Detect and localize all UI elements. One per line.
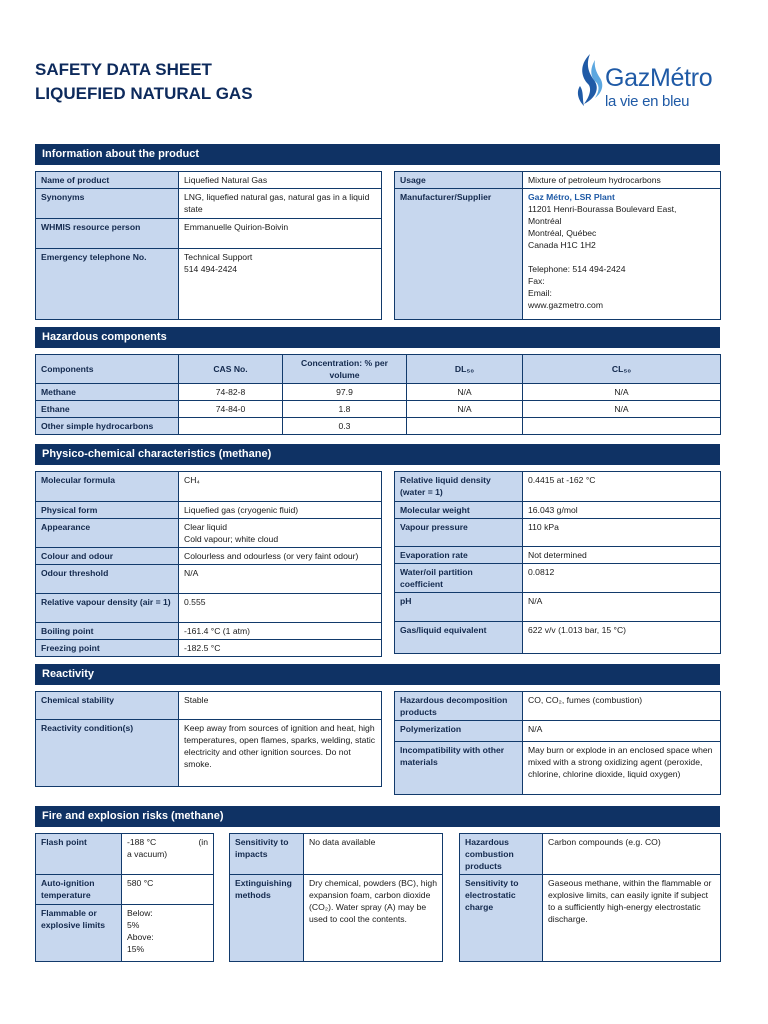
incompatibility-label: Incompatibility with other materials	[395, 742, 523, 795]
ph-value: N/A	[523, 593, 721, 622]
polymerization-value: N/A	[523, 721, 721, 742]
partition-coefficient-value: 0.0812	[523, 564, 721, 593]
whmis-label: WHMIS resource person	[36, 219, 179, 249]
vapour-pressure-value: 110 kPa	[523, 519, 721, 547]
colour-odour-value: Colourless and odourless (or very faint odour)	[179, 548, 382, 565]
physical-form-label: Physical form	[36, 502, 179, 519]
odour-threshold-label: Odour threshold	[36, 565, 179, 594]
vapour-density-value: 0.555	[179, 594, 382, 623]
decomposition-value: CO, CO₂, fumes (combustion)	[523, 692, 721, 721]
freezing-point-value: -182.5 °C	[179, 640, 382, 657]
extinguishing-label: Extinguishing methods	[230, 875, 304, 962]
synonyms-label: Synonyms	[36, 189, 179, 219]
appearance-line-1: Clear liquid	[184, 522, 227, 532]
polymerization-label: Polymerization	[395, 721, 523, 742]
molecular-weight-label: Molecular weight	[395, 502, 523, 519]
autoignition-label: Auto-ignition temperature	[36, 875, 122, 905]
emergency-label: Emergency telephone No.	[36, 249, 179, 320]
boiling-point-label: Boiling point	[36, 623, 179, 640]
electrostatic-value: Gaseous methane, within the flammable or explosive limits, can easily ignite if subject to a sufficiently high-energy electrostatic discharge.	[543, 875, 721, 962]
gas-liquid-value: 622 v/v (1.013 bar, 15 °C)	[523, 622, 721, 654]
stability-value: Stable	[179, 692, 382, 720]
section-hazardous-heading: Hazardous components	[35, 327, 720, 348]
whmis-value: Emmanuelle Quirion-Boivin	[179, 219, 382, 249]
stability-label: Chemical stability	[36, 692, 179, 720]
manufacturer-label: Manufacturer/Supplier	[395, 189, 523, 320]
fire-left-table	[35, 833, 214, 962]
evaporation-rate-label: Evaporation rate	[395, 547, 523, 564]
flash-point-note: (in	[198, 837, 208, 847]
name-value: Liquefied Natural Gas	[179, 172, 382, 189]
fire-right-table	[459, 833, 721, 962]
molecular-formula-label: Molecular formula	[36, 472, 179, 502]
dl50-value: N/A	[407, 384, 523, 401]
usage-value: Mixture of petroleum hydrocarbons	[523, 172, 721, 189]
name-label: Name of product	[36, 172, 179, 189]
decomposition-label: Hazardous decomposition products	[395, 692, 523, 721]
vapour-density-label: Relative vapour density (air = 1)	[36, 594, 179, 623]
flame-icon	[574, 52, 604, 110]
autoignition-value: 580 °C	[122, 875, 214, 905]
combustion-products-value: Carbon compounds (e.g. CO)	[543, 834, 721, 875]
cl50-value	[523, 418, 721, 435]
usage-label: Usage	[395, 172, 523, 189]
reactivity-left-table	[35, 691, 382, 787]
logo-tagline: la vie en bleu	[605, 93, 690, 110]
emergency-line-2: 514 494-2424	[184, 264, 238, 274]
component-name: Methane	[36, 384, 179, 401]
partition-coefficient-label: Water/oil partition coefficient	[395, 564, 523, 593]
fax: Fax:	[528, 276, 545, 286]
flash-point-label: Flash point	[36, 834, 122, 875]
concentration: 0.3	[283, 418, 407, 435]
electrostatic-label: Sensitivity to electrostatic charge	[460, 875, 543, 962]
boiling-point-value: -161.4 °C (1 atm)	[179, 623, 382, 640]
section-reactivity-heading: Reactivity	[35, 664, 720, 685]
sensitivity-impacts-value: No data available	[304, 834, 443, 875]
cl50-value: N/A	[523, 384, 721, 401]
physical-form-value: Liquefied gas (cryogenic fluid)	[179, 502, 382, 519]
reactivity-right-table	[394, 691, 721, 795]
component-name: Other simple hydrocarbons	[36, 418, 179, 435]
appearance-value	[179, 519, 382, 548]
supplier-table	[394, 171, 721, 320]
conditions-label: Reactivity condition(s)	[36, 720, 179, 787]
odour-threshold-value: N/A	[179, 565, 382, 594]
hazardous-components-table	[35, 354, 721, 435]
cl50-value: N/A	[523, 401, 721, 418]
concentration: 1.8	[283, 401, 407, 418]
col-cas: CAS No.	[179, 355, 283, 384]
concentration: 97.9	[283, 384, 407, 401]
below-value: 5%	[127, 920, 140, 930]
gas-liquid-label: Gas/liquid equivalent	[395, 622, 523, 654]
liquid-density-label: Relative liquid density (water = 1)	[395, 472, 523, 502]
extinguishing-value: Dry chemical, powders (BC), high expansion foam, carbon dioxide (CO₂). Water spray (A) may be used to cool the contents.	[304, 875, 443, 962]
component-name: Ethane	[36, 401, 179, 418]
col-dl50: DL₅₀	[407, 355, 523, 384]
cas-number: 74-82-8	[179, 384, 283, 401]
above-label: Above:	[127, 932, 154, 942]
freezing-point-label: Freezing point	[36, 640, 179, 657]
website-link[interactable]: www.gazmetro.com	[528, 300, 603, 310]
col-cl50: CL₅₀	[523, 355, 721, 384]
cas-number	[179, 418, 283, 435]
physico-left-table	[35, 471, 382, 657]
address-line-4: Canada H1C 1H2	[528, 240, 596, 250]
flash-point-note-2: a vacuum)	[127, 849, 168, 859]
col-components: Components	[36, 355, 179, 384]
dl50-value	[407, 418, 523, 435]
flash-point-number: -188 °C	[127, 837, 157, 847]
email: Email:	[528, 288, 552, 298]
table-row	[36, 418, 721, 435]
molecular-formula-value: CH₄	[179, 472, 382, 502]
gazmetro-logo	[572, 50, 732, 112]
product-info-table	[35, 171, 382, 320]
table-row	[36, 401, 721, 418]
flash-point-value	[122, 834, 214, 875]
section-fire-heading: Fire and explosion risks (methane)	[35, 806, 720, 827]
cas-number: 74-84-0	[179, 401, 283, 418]
conditions-value: Keep away from sources of ignition and heat, high temperatures, open flames, sparks, welding, static electricity and other ignition sources. Do not smoke.	[179, 720, 382, 787]
combustion-products-label: Hazardous combustion products	[460, 834, 543, 875]
appearance-line-2: Cold vapour; white cloud	[184, 534, 279, 544]
address-line-3: Montréal, Québec	[528, 228, 597, 238]
address-line-2: Montréal	[528, 216, 562, 226]
sensitivity-impacts-label: Sensitivity to impacts	[230, 834, 304, 875]
flammable-limits-label: Flammable or explosive limits	[36, 905, 122, 962]
vapour-pressure-label: Vapour pressure	[395, 519, 523, 547]
flammable-limits-value	[122, 905, 214, 962]
synonyms-value: LNG, liquefied natural gas, natural gas in a liquid state	[179, 189, 382, 219]
physico-right-table	[394, 471, 721, 654]
title-line-2: LIQUEFIED NATURAL GAS	[35, 84, 253, 103]
below-label: Below:	[127, 908, 153, 918]
col-concentration: Concentration: % per volume	[283, 355, 407, 384]
above-value: 15%	[127, 944, 145, 954]
manufacturer-value	[523, 189, 721, 320]
fire-middle-table	[229, 833, 443, 962]
address-line-1: 11201 Henri-Bourassa Boulevard East,	[528, 204, 677, 214]
incompatibility-value: May burn or explode in an enclosed space when mixed with a strong oxidizing agent (peroxide, chlorine, chlorine dioxide, liquid oxygen)	[523, 742, 721, 795]
colour-odour-label: Colour and odour	[36, 548, 179, 565]
section-product-heading: Information about the product	[35, 144, 720, 165]
title-line-1: SAFETY DATA SHEET	[35, 60, 212, 79]
evaporation-rate-value: Not determined	[523, 547, 721, 564]
logo-name: GazMétro	[605, 64, 713, 92]
ph-label: pH	[395, 593, 523, 622]
emergency-line-1: Technical Support	[184, 252, 253, 262]
emergency-value	[179, 249, 382, 320]
table-row	[36, 384, 721, 401]
molecular-weight-value: 16.043 g/mol	[523, 502, 721, 519]
document-title	[35, 58, 253, 106]
telephone: Telephone: 514 494-2424	[528, 264, 626, 274]
dl50-value: N/A	[407, 401, 523, 418]
manufacturer-name: Gaz Métro, LSR Plant	[528, 192, 615, 202]
section-physico-heading: Physico-chemical characteristics (methane)	[35, 444, 720, 465]
liquid-density-value: 0.4415 at -162 °C	[523, 472, 721, 502]
appearance-label: Appearance	[36, 519, 179, 548]
